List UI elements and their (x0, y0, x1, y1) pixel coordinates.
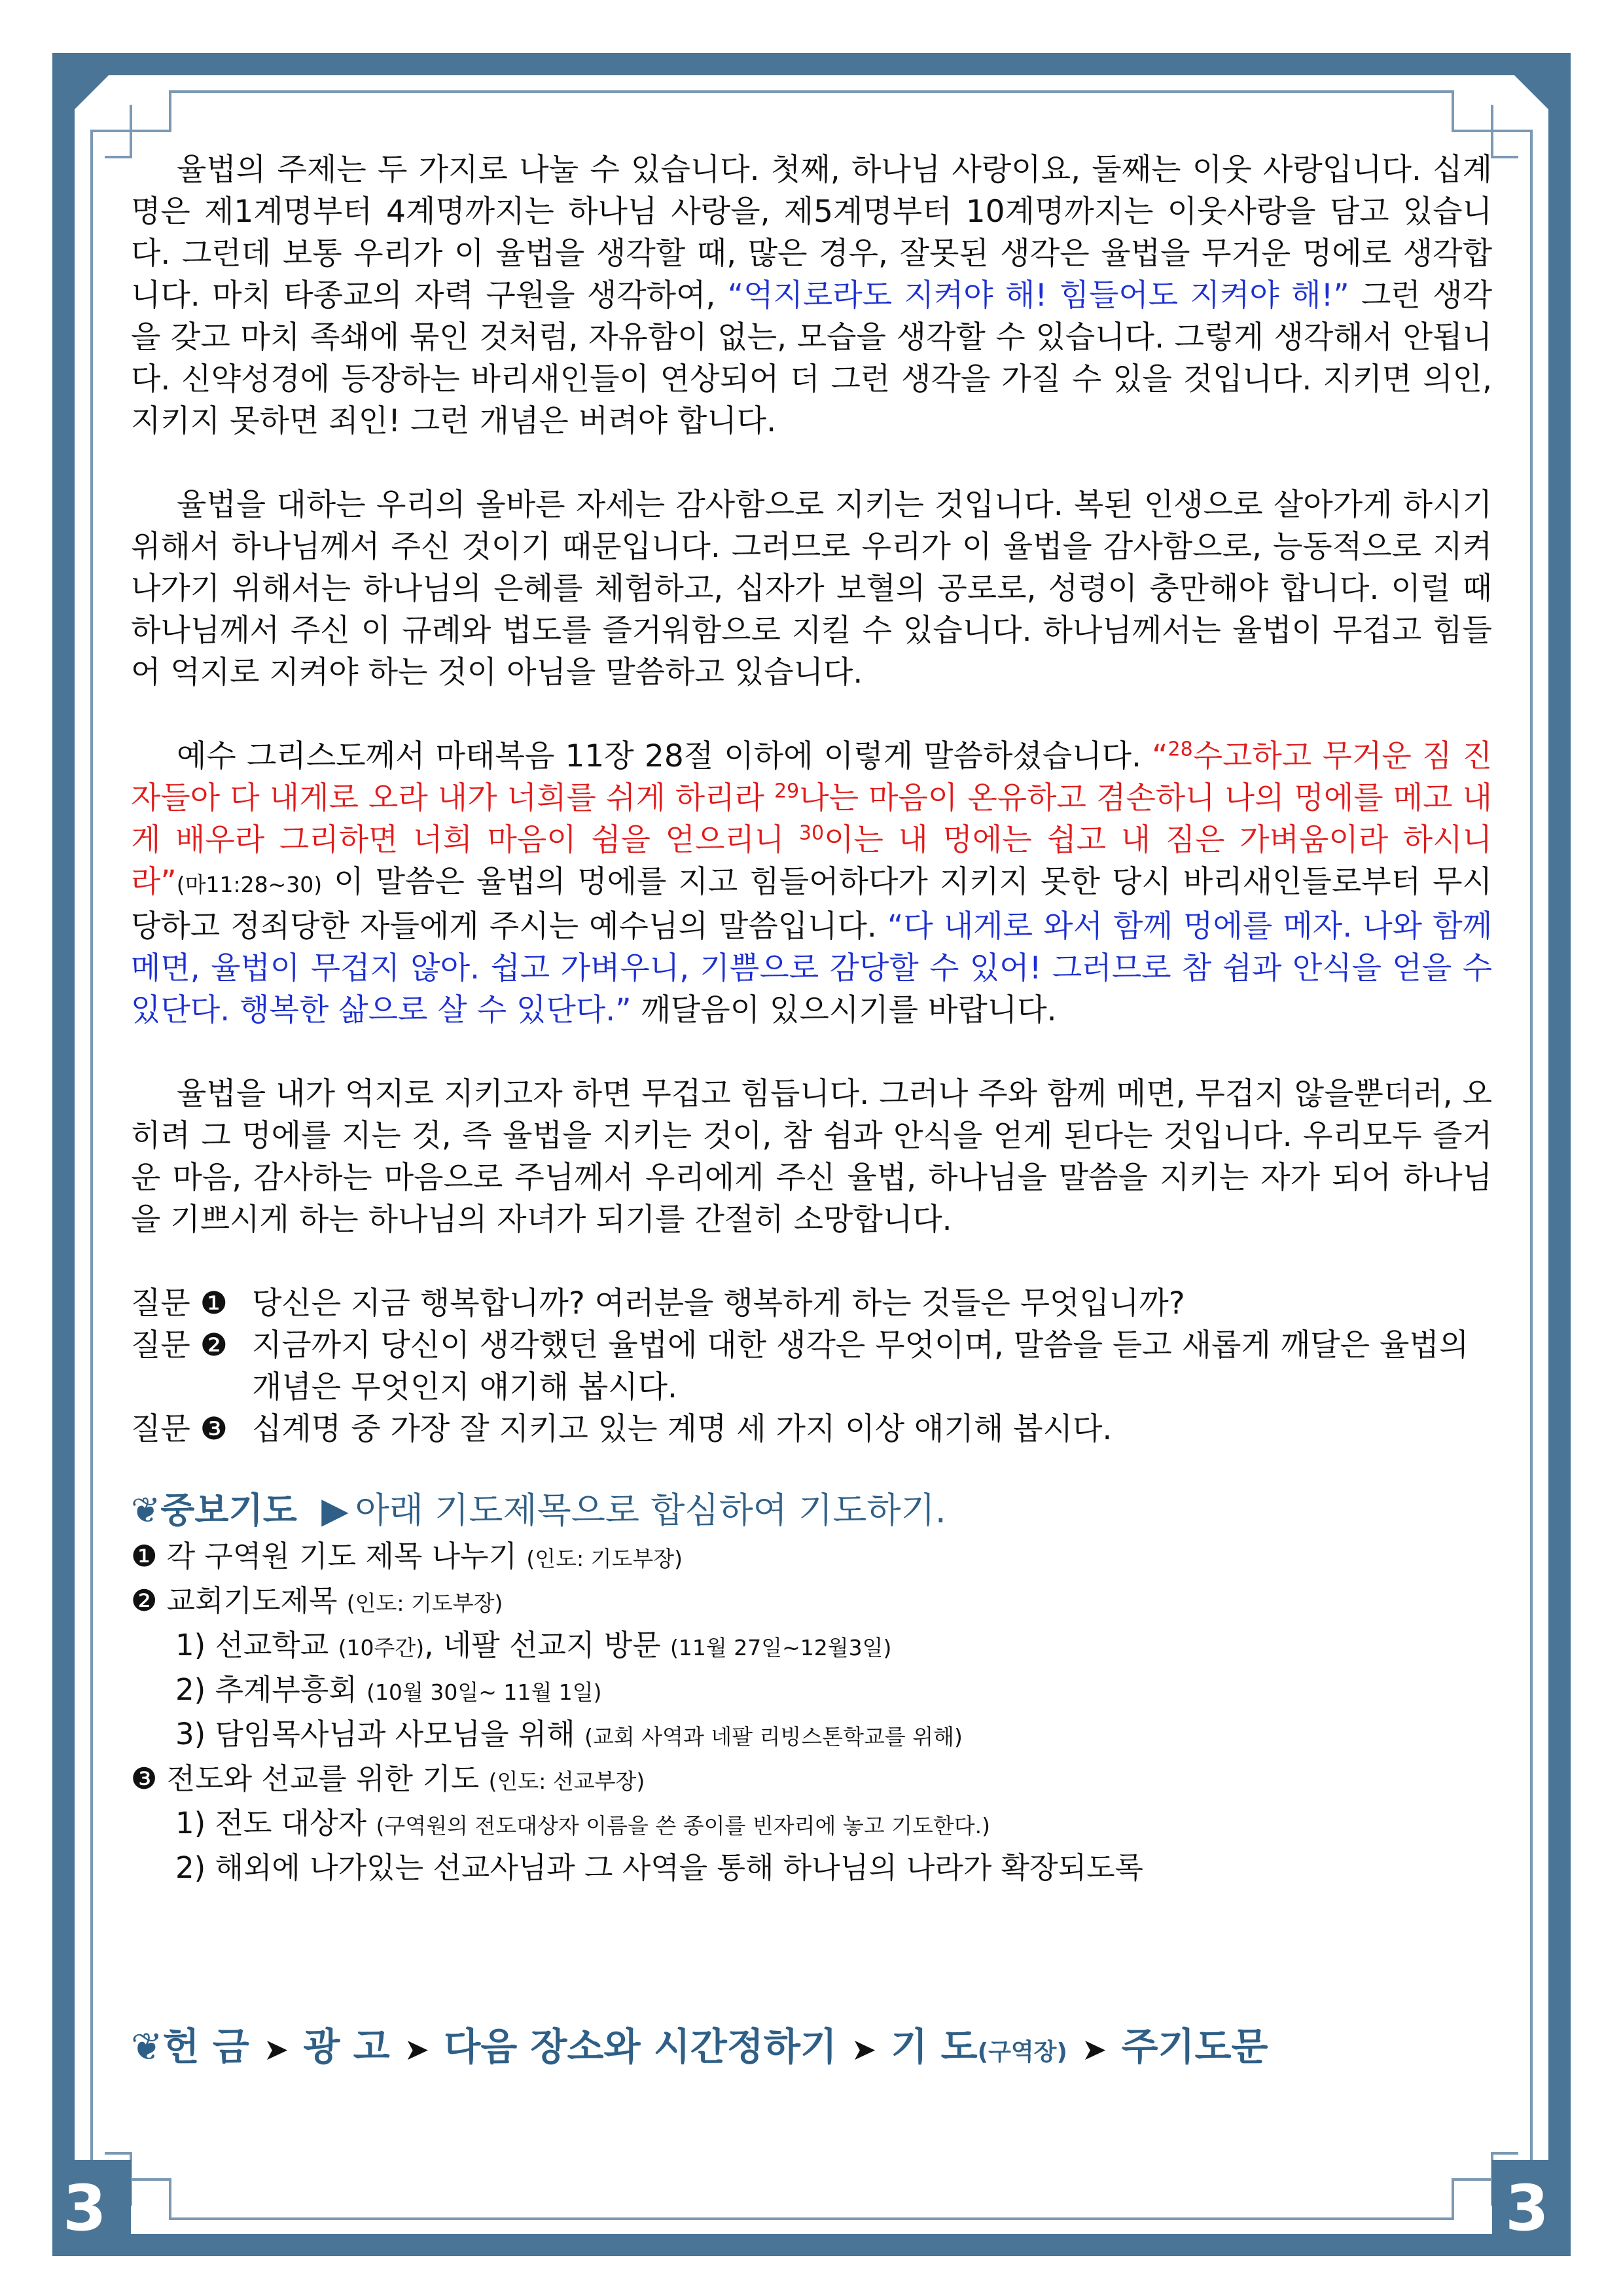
question-label: 질문 ❸ (131, 1411, 228, 1447)
subitem-note: (구역원의 전도대상자 이름을 쓴 종이를 빈자리에 놓고 기도한다.) (376, 1813, 990, 1839)
order-step-3: 다음 장소와 시간정하기 (444, 2024, 837, 2069)
meeting-order (131, 2016, 1268, 2071)
arrow-right-icon: ➤ (1081, 2032, 1107, 2067)
corner-tl (52, 53, 131, 132)
paragraph-2 (131, 484, 1492, 694)
subitem-note: (10월 30일~ 11월 1일) (366, 1679, 602, 1705)
order-step-5: 주기도문 (1121, 2024, 1268, 2069)
page-number-right: 3 (1505, 2172, 1549, 2245)
subitem-text: 2) 추계부흥회 (175, 1672, 357, 1707)
arrow-right-icon: ➤ (263, 2032, 289, 2067)
main-content (131, 149, 1492, 1889)
subitem-text: 2) 해외에 나가있는 선교사님과 그 사역을 통해 하나님의 나라가 확장되도록 (175, 1850, 1144, 1885)
prayer-subtitle: 아래 기도제목으로 합심하여 기도하기. (355, 1490, 946, 1531)
questions (131, 1283, 1492, 1450)
verse-28-text: 수고하고 무거운 짐 진 자들아 다 내게로 오라 내가 너희를 쉬게 하리라 (131, 738, 1492, 816)
subitem-text: 1) 전도 대상자 (175, 1806, 367, 1840)
flower-bullet-icon: ❦ (131, 1490, 161, 1531)
subitem-note: (10주간) (338, 1635, 425, 1660)
question-text: 당신은 지금 행복합니까? 여러분을 행복하게 하는 것들은 무엇입니까? (252, 1285, 1185, 1321)
prayer-item-note: (인도: 기도부장) (346, 1590, 503, 1616)
paragraph-2-text: 율법을 대하는 우리의 올바른 자세는 감사함으로 지키는 것입니다. 복된 인생으로 살아가게 하시기 위해서 하나님께서 주신 것이기 때문입니다. 그러므로 우리가 이 율법을 감사함으로, 능동적으로 지켜나가기 위해서는 하나님의 은혜를 체험하고, 십자가 보혈의 공로로, 성령이 충만해야 합니다. 이럴 때 하나님께서 주신 이 규례와 법도를 즐거워함으로 지킬 수 있습니다. 하나님께서는 율법이 무겁고 힘들어 억지로 지켜야 하는 것이 아님을 말씀하고 있습니다. (131, 487, 1492, 691)
arrow-right-icon: ➤ (404, 2032, 430, 2067)
prayer-subitem (131, 1847, 1492, 1889)
subitem-text: 3) 담임목사님과 사모님을 위해 (175, 1717, 575, 1751)
paragraph-3-intro: 예수 그리스도께서 마태복음 11장 28절 이하에 이렇게 말씀하셨습니다. (177, 738, 1152, 774)
verse-28-number: 28 (1168, 738, 1193, 761)
order-step-4-note: (구역장) (977, 2039, 1067, 2066)
prayer-item-1 (131, 1535, 1492, 1580)
paragraph-4 (131, 1073, 1492, 1241)
question-3 (131, 1408, 1492, 1450)
prayer-heading (131, 1490, 1492, 1532)
paragraph-4-text: 율법을 내가 억지로 지키고자 하면 무겁고 힘듭니다. 그러나 주와 함께 메면, 무겁지 않을뿐더러, 오히려 그 멍에를 지는 것, 즉 율법을 지키는 것이, 참 쉼과 안식을 얻게 된다는 것입니다. 우리모두 즐거운 마음, 감사하는 마음으로 주님께서 우리에게 주신 율법, 하나님을 말씀을 지키는 자가 되어 하나님을 기쁘시게 하는 하나님의 자녀가 되기를 간절히 소망합니다. (131, 1076, 1492, 1238)
question-text: 지금까지 당신이 생각했던 율법에 대한 생각은 무엇이며, 말씀을 듣고 새롭게 깨달은 율법의 개념은 무엇인지 얘기해 봅시다. (252, 1327, 1469, 1405)
verse-29-text: 나는 마음이 온유하고 겸손하니 나의 멍에를 메고 내게 배우라 그리하면 너희 마음이 쉼을 얻으리니 (131, 780, 1492, 858)
question-label: 질문 ❶ (131, 1285, 228, 1321)
prayer-item-note: (인도: 선교부장) (488, 1768, 645, 1794)
flower-bullet-icon: ❦ (131, 2024, 163, 2069)
paragraph-1-quote: “억지로라도 지켜야 해! 힘들어도 지켜야 해!” (727, 278, 1349, 314)
prayer-item-text: 전도와 선교를 위한 기도 (166, 1761, 480, 1796)
prayer-subitem (131, 1669, 1492, 1713)
verse-reference: (마11:28~30) (176, 872, 323, 897)
prayer-item-text: 각 구역원 기도 제목 나누기 (166, 1539, 518, 1573)
prayer-subitem (131, 1713, 1492, 1758)
question-text: 십계명 중 가장 잘 지키고 있는 계명 세 가지 이상 얘기해 봅시다. (252, 1411, 1113, 1447)
prayer-title: 중보기도 (160, 1490, 297, 1531)
subitem-text-2: , 네팔 선교지 방문 (424, 1628, 661, 1662)
prayer-item-text: 교회기도제목 (166, 1583, 338, 1618)
arrow-right-icon: ➤ (851, 2032, 877, 2067)
verse-30-number: 30 (798, 821, 825, 845)
paragraph-1 (131, 149, 1492, 442)
corner-tr (1492, 53, 1571, 132)
verse-30-text: 이는 내 멍에는 쉽고 내 짐은 가벼움이라 하시니라” (131, 822, 1492, 900)
prayer-item-3 (131, 1758, 1492, 1803)
order-step-2: 광 고 (303, 2024, 390, 2069)
question-1 (131, 1283, 1492, 1325)
subitem-note: (교회 사역과 네팔 리빙스톤학교를 위해) (584, 1724, 963, 1749)
verse-29-number: 29 (774, 780, 800, 803)
paragraph-3-mid: 이 말씀은 율법의 멍에를 지고 힘들어하다가 지키지 못한 당시 바리새인들로부터 무시당하고 정죄당한 자들에게 주시는 예수님의 말씀입니다. (131, 864, 1492, 944)
subitem-text: 1) 선교학교 (175, 1628, 329, 1662)
order-step-4: 기 도 (891, 2024, 978, 2069)
paragraph-1-text2: 그런 생각을 갖고 마치 족쇄에 묶인 것처럼, 자유함이 없는, 모습을 생각할 수 있습니다. 그렇게 생각해서 안됩니다. 신약성경에 등장하는 바리새인들이 연상되어 더 그런 생각을 가질 수 있을 것입니다. 지키면 의인, 지키지 못하면 죄인! 그런 개념은 버려야 합니다. (131, 278, 1492, 439)
triangle-arrow-icon: ▶ (321, 1490, 349, 1531)
question-label: 질문 ❷ (131, 1327, 228, 1363)
prayer-list (131, 1535, 1492, 1889)
paragraph-3 (131, 736, 1492, 1031)
circled-three-icon: ❸ (131, 1761, 158, 1796)
prayer-subitem (131, 1624, 1492, 1669)
question-2 (131, 1325, 1492, 1408)
page-number-left: 3 (63, 2172, 107, 2245)
prayer-subitem (131, 1803, 1492, 1847)
order-step-1: 헌 금 (162, 2024, 249, 2069)
prayer-item-note: (인도: 기도부장) (526, 1546, 683, 1571)
paragraph-3-end: 깨달음이 있으시기를 바랍니다. (631, 992, 1057, 1028)
circled-one-icon: ❶ (131, 1539, 158, 1573)
verse-open-quote: “ (1152, 738, 1168, 774)
paragraph-3-blue-quote: “다 내게로 와서 함께 멍에를 메자. 나와 함께 메면, 율법이 무겁지 않아. 쉽고 가벼우니, 기쁨으로 감당할 수 있어! 그러므로 참 쉼과 안식을 얻을 수 있단다. 행복한 삶으로 살 수 있단다.” (131, 908, 1492, 1028)
prayer-item-2 (131, 1580, 1492, 1624)
circled-two-icon: ❷ (131, 1583, 158, 1618)
subitem-note-2: (11월 27일~12월3일) (670, 1635, 892, 1660)
paragraph-1-text1: 율법의 주제는 두 가지로 나눌 수 있습니다. 첫째, 하나님 사랑이요, 둘째는 이웃 사랑입니다. 십계명은 제1계명부터 4계명까지는 하나님 사랑을, 제5계명부터 10계명까지는 이웃사랑을 담고 있습니다. 그런데 보통 우리가 이 율법을 생각할 때, 많은 경우, 잘못된 생각은 율법을 무거운 멍에로 생각합니다. 마치 타종교의 자력 구원을 생각하여, (131, 152, 1492, 314)
